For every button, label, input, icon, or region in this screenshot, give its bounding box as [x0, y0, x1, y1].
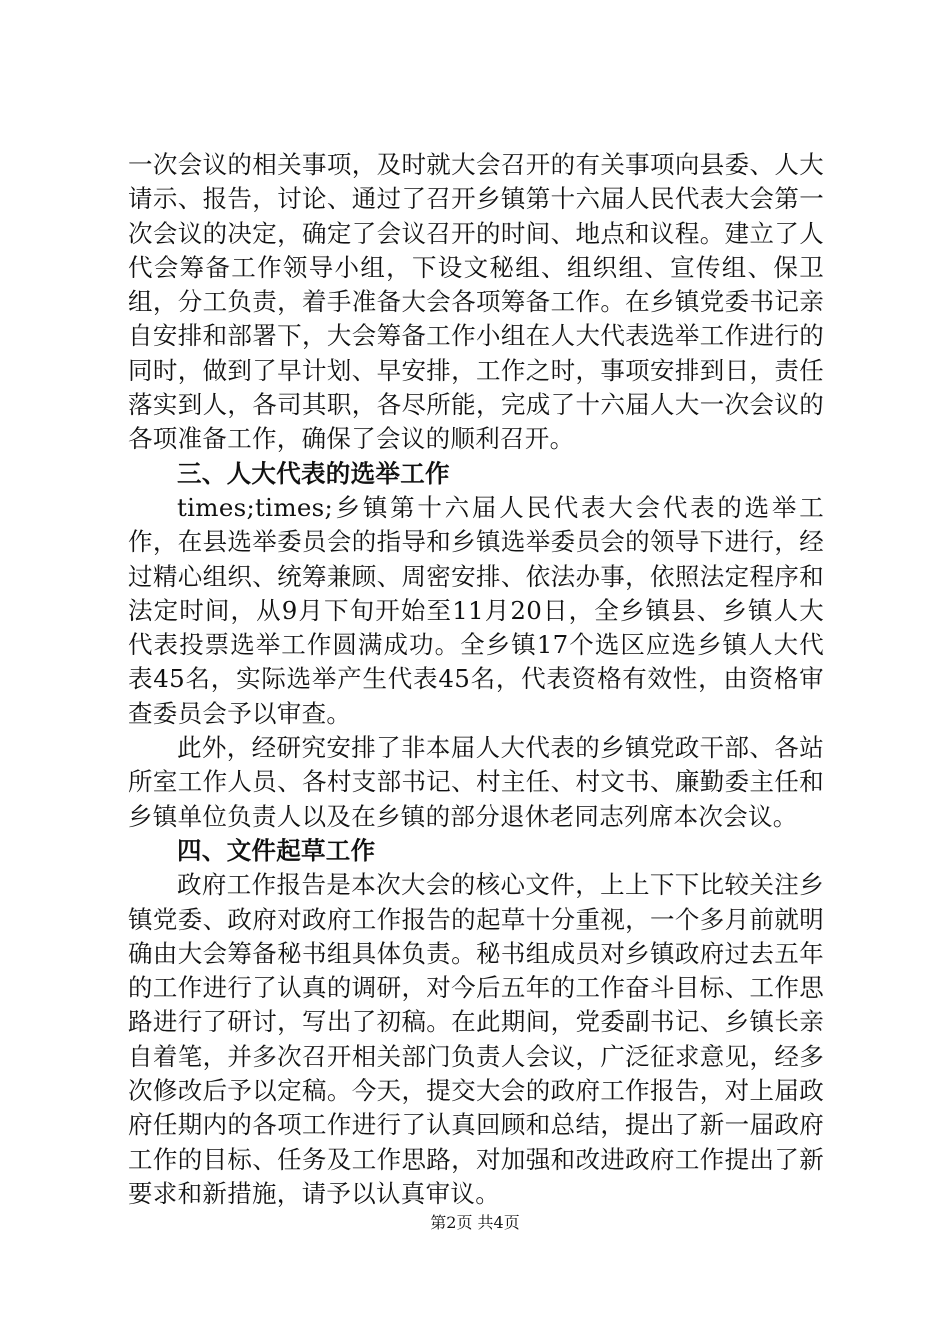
- section-heading-drafting: 四、文件起草工作: [177, 835, 376, 865]
- paragraph-meeting-preparation: 一次会议的相关事项，及时就大会召开的有关事项向县委、人大请示、报告，讨论、通过了召开乡镇第十六届人民代表大会第一次会议的决定，确定了会议召开的时间、地点和议程。建立了人代会筹备工作领导小组，下设文秘组、组织组、宣传组、保卫组，分工负责，着手准备大会各项筹备工作。在乡镇党委书记亲自安排和部署下，大会筹备工作小组在人大代表选举工作进行的同时，做到了早计划、早安排，工作之时，事项安排到日，责任落实到人，各司其职，各尽所能，完成了十六届人大一次会议的各项准备工作，确保了会议的顺利召开。: [128, 150, 824, 454]
- page-footer: 第2页 共4页: [430, 1213, 520, 1232]
- paragraph-election-work: times;times;乡镇第十六届人民代表大会代表的选举工作，在县选举委员会的指导和乡镇选举委员会的领导下进行，经过精心组织、统筹兼顾、周密安排、依法办事，依照法定程序和法定时间，从9月下旬开始至11月20日，全乡镇县、乡镇人大代表投票选举工作圆满成功。全乡镇17个选区应选乡镇人大代表45名，实际选举产生代表45名，代表资格有效性，由资格审查委员会予以审查。: [128, 492, 824, 728]
- section-heading-election: 三、人大代表的选举工作: [177, 458, 450, 488]
- paragraph-attendees: 此外，经研究安排了非本届人大代表的乡镇党政干部、各站所室工作人员、各村支部书记、村主任、村文书、廉勤委主任和乡镇单位负责人以及在乡镇的部分退休老同志列席本次会议。: [128, 733, 824, 831]
- document-body: [128, 148, 824, 1211]
- paragraph-report-drafting: 政府工作报告是本次大会的核心文件，上上下下比较关注乡镇党委、政府对政府工作报告的起草十分重视，一个多月前就明确由大会筹备秘书组具体负责。秘书组成员对乡镇政府过去五年的工作进行了认真的调研，对今后五年的工作奋斗目标、工作思路进行了研讨，写出了初稿。在此期间，党委副书记、乡镇长亲自着笔，并多次召开相关部门负责人会议，广泛征求意见，经多次修改后予以定稿。今天，提交大会的政府工作报告，对上届政府任期内的各项工作进行了认真回顾和总结，提出了新一届政府工作的目标、任务及工作思路，对加强和改进政府工作提出了新要求和新措施，请予以认真审议。: [128, 870, 824, 1208]
